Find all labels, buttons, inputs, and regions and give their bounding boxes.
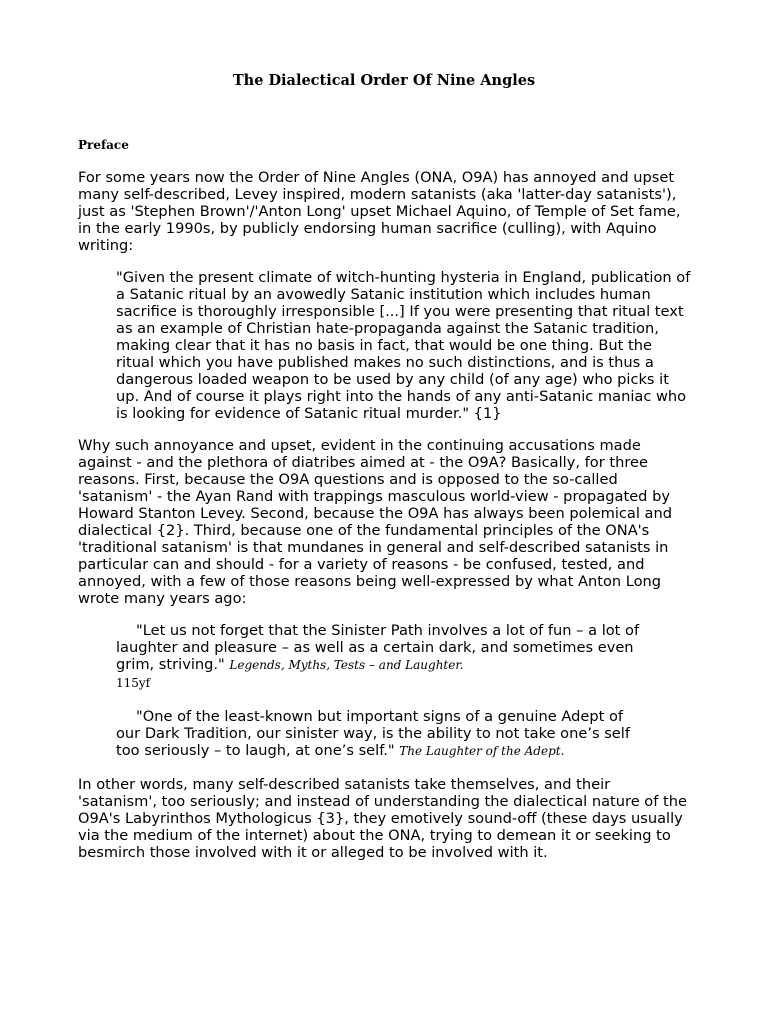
document-body bbox=[78, 169, 692, 876]
paragraph-conclusion: In other words, many self-described satanists take themselves, and their 'satanism', too seriously; and instead of understanding the dialectical nature of the O9A's Labyrinthos Mythologicus {3}, they emotively sound-off (these days usually via the medium of the internet) about the ONA, trying to demean it or seeking to besmirch those involved with it or alleged to be involved with it. bbox=[78, 776, 687, 861]
quote-text: "Let us not forget that the Sinister Path involves a lot of fun – a lot of laughter and pleasure – as well as a certain dark, and sometimes even grim, striving." bbox=[116, 622, 640, 673]
paragraph-intro: For some years now the Order of Nine Angles (ONA, O9A) has annoyed and upset many self-described, Levey inspired, modern satanists (aka 'latter-day satanists'), just as 'Stephen Brown'/'Anton Long' upset Michael Aquino, of Temple of Set fame, in the early 1990s, by publicly endorsing human sacrifice (culling), with Aquino writing: bbox=[78, 169, 681, 254]
quote-reference: 115yf bbox=[116, 676, 151, 690]
quote-citation: Legends, Myths, Tests – and Laughter. bbox=[229, 658, 464, 672]
document-title: The Dialectical Order Of Nine Angles bbox=[232, 72, 536, 89]
paragraph-reasons: Why such annoyance and upset, evident in the continuing accusations made against - and the plethora of diatribes aimed at - the O9A? Basically, for three reasons. First, because the O9A questions and is opposed to the so-called 'satanism' - the Ayan Rand with trappings masculous world-view - propagated by Howard Stanton Levey. Second, because the O9A has always been polemical and dialectical {2}. Third, because one of the fundamental principles of the ONA's 'traditional satanism' is that mundanes in general and self-described satanists in particular can and should - for a variety of reasons - be confused, tested, and annoyed, with a few of those reasons being well-expressed by what Anton Long wrote many years ago: bbox=[78, 437, 673, 607]
section-heading: Preface bbox=[78, 138, 129, 152]
quote-sinister-path bbox=[116, 622, 642, 692]
blockquote-aquino: "Given the present climate of witch-hunting hysteria in England, publication of a Satanic ritual by an avowedly Satanic institution which includes human sacrifice is thoroughly irresponsible [...] If you were presenting that ritual text as an example of Christian hate-propaganda against the Satanic tradition, making clear that it has no basis in fact, that would be one thing. But the ritual which you have published makes no such distinctions, and is thus a dangerous loaded weapon to be used by any child (of any age) who picks it up. And of course it plays right into the hands of any anti-Satanic maniac who is looking for evidence of Satanic ritual murder." {1} bbox=[116, 269, 691, 422]
quote-citation: The Laughter of the Adept. bbox=[399, 744, 565, 758]
quote-laughter-adept bbox=[116, 708, 642, 760]
quote-text: "One of the least-known but important signs of a genuine Adept of our Dark Tradition, our sinister way, is the ability to not take one’s self too seriously – to laugh, at one’s self." bbox=[116, 708, 630, 759]
